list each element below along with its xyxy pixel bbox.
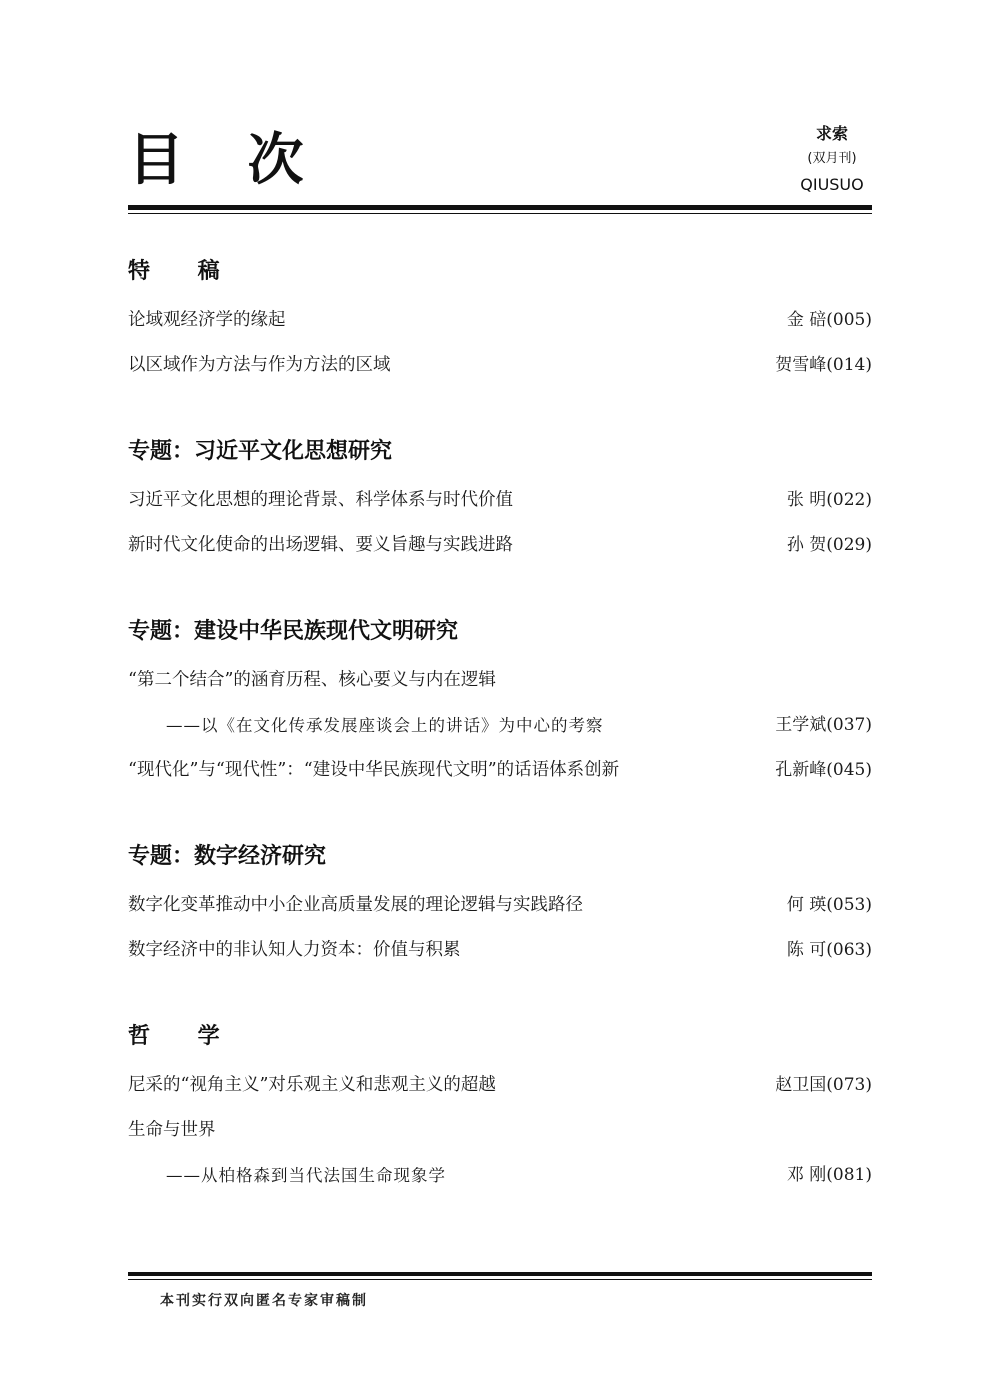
journal-frequency: (双月刊) (807, 151, 857, 166)
toc-entry[interactable] (128, 748, 872, 793)
journal-block (792, 122, 872, 198)
entry-author-page: 贺雪峰(014) (775, 355, 872, 375)
toc-section (128, 835, 872, 973)
entry-author-page: 张 明(022) (786, 490, 872, 510)
toc-entry[interactable] (128, 928, 872, 973)
entry-title: 数字经济中的非认知人力资本：价值与积累 (128, 940, 461, 960)
header-rule-thin (128, 213, 872, 214)
entry-author-page: 王学斌(037) (775, 715, 872, 735)
entry-author-page: 金 碚(005) (786, 310, 872, 330)
entry-author-page: 孔新峰(045) (775, 760, 872, 780)
toc-entry[interactable] (128, 343, 872, 388)
toc-section (128, 250, 872, 388)
toc-entry[interactable] (128, 658, 872, 703)
toc-entry[interactable] (128, 1108, 872, 1153)
entry-author-page: 陈 可(063) (786, 940, 872, 960)
entry-subtitle: ——从柏格森到当代法国生命现象学 (166, 1166, 446, 1185)
footer-rule-thick (128, 1272, 872, 1276)
toc-section (128, 610, 872, 793)
entry-title: 数字化变革推动中小企业高质量发展的理论逻辑与实践路径 (128, 895, 583, 915)
footer-note: 本刊实行双向匿名专家审稿制 (160, 1293, 368, 1309)
entry-title: 新时代文化使命的出场逻辑、要义旨趣与实践进路 (128, 535, 513, 555)
entry-subtitle: ——以《在文化传承发展座谈会上的讲话》为中心的考察 (166, 716, 604, 735)
entry-title: “现代化”与“现代性”：“建设中华民族现代文明”的话语体系创新 (128, 760, 620, 780)
toc-entry[interactable] (128, 883, 872, 928)
section-heading: 哲 学 (128, 1024, 240, 1049)
section-heading: 专题：习近平文化思想研究 (128, 439, 393, 464)
entry-title: 尼采的“视角主义”对乐观主义和悲观主义的超越 (128, 1075, 496, 1095)
entry-title: 论域观经济学的缘起 (128, 310, 286, 330)
entry-title: 生命与世界 (128, 1120, 216, 1140)
entry-author-page: 赵卫国(073) (775, 1075, 872, 1095)
toc-entry[interactable] (128, 523, 872, 568)
masthead (128, 118, 872, 213)
header-rule-thick (128, 205, 872, 210)
section-heading: 专题：建设中华民族现代文明研究 (128, 619, 459, 644)
entry-title: 习近平文化思想的理论背景、科学体系与时代价值 (128, 490, 513, 510)
section-heading: 专题：数字经济研究 (128, 844, 327, 869)
toc-entry[interactable] (128, 298, 872, 343)
entry-author-page: 邓 刚(081) (786, 1165, 872, 1185)
journal-latin-name: QIUSUO (800, 175, 864, 194)
toc-entry-subtitle[interactable] (128, 703, 872, 748)
entry-title: 以区域作为方法与作为方法的区域 (128, 355, 391, 375)
toc-section (128, 430, 872, 568)
section-heading: 特 稿 (128, 259, 240, 284)
toc-section (128, 1015, 872, 1198)
entry-author-page: 何 瑛(053) (786, 895, 872, 915)
entry-author-page: 孙 贺(029) (786, 535, 872, 555)
toc-entry-subtitle[interactable] (128, 1153, 872, 1198)
toc-entry[interactable] (128, 478, 872, 523)
entry-title: “第二个结合”的涵育历程、核心要义与内在逻辑 (128, 670, 496, 690)
journal-name: 求索 (815, 124, 848, 143)
footer-rule-thin (128, 1279, 872, 1280)
toc-entry[interactable] (128, 1063, 872, 1108)
table-of-contents (128, 250, 872, 1240)
page-title: 目 次 (128, 128, 326, 193)
